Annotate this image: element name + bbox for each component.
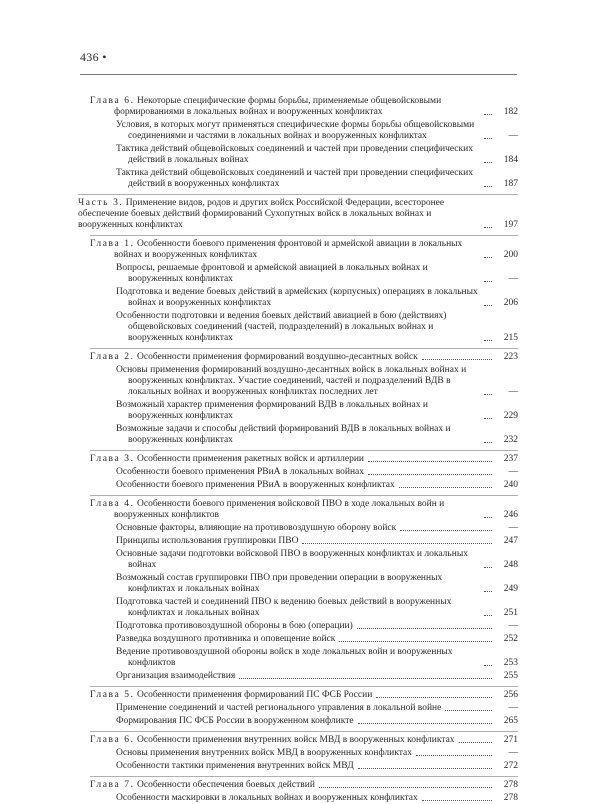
toc-chapter [90, 235, 518, 261]
dot-leader [358, 768, 492, 769]
toc-chapter [90, 731, 518, 746]
toc-entry-text: Особенности подготовки и ведения боевых действий авиацией в бою (действиях) общевойсковых соединений (частей, подразделений) в локальных войнах и вооруженных конфликтах [116, 311, 447, 343]
toc-page-number: — [508, 274, 518, 284]
toc-page-number: 240 [503, 480, 518, 490]
toc-entry-text: Ведение противовоздушной обороны войск в ходе локальных войн и вооруженных конфликтов [116, 647, 453, 668]
toc-subentry [78, 573, 518, 595]
page-number: 436 • [80, 50, 107, 64]
dot-leader [339, 641, 492, 642]
toc-entry-text: Подготовка и ведение боевых действий в армейских (корпусных) операциях в локальных войнах и вооруженных конфликтах [116, 287, 478, 308]
toc-subentry [78, 793, 518, 804]
toc-entry-title [116, 716, 354, 727]
toc-entry-text: Возможный характер применения формирований ВДВ в локальных войнах и вооруженных конфликтах [116, 400, 428, 421]
dot-leader [484, 442, 492, 443]
toc-entry-prefix: Глава 6. [90, 96, 135, 106]
toc-subentry [78, 597, 518, 619]
toc-entry-text: Принципы использования группировки ПВО [116, 536, 299, 546]
toc-entry-text: Особенности боевого применения РВиА в вооруженных конфликтах [116, 480, 395, 490]
toc-subentry [78, 671, 518, 682]
dot-leader [302, 543, 492, 544]
dot-leader [484, 114, 492, 115]
dot-leader [376, 697, 492, 698]
toc-entry-text: Основы применения формирований воздушно-десантных войск в локальных войнах и вооруженных конфликтах. Участие соединений, частей и подразделений ВДВ в локальных войнах и вооруженных конфликтах последних лет [116, 365, 467, 397]
toc-entry-title [116, 480, 395, 491]
toc-page-number: 232 [503, 435, 518, 445]
toc-entry-text: Основы применения внутренних войск МВД в вооруженных конфликтах [116, 748, 412, 758]
toc-page-number: — [508, 621, 518, 631]
toc-entry-prefix: Глава 6. [90, 735, 135, 745]
toc-subentry [78, 480, 518, 491]
toc-subentry [78, 168, 518, 190]
toc-entry-text: Подготовка частей и соединений ПВО к ведению боевых действий в вооруженных конфликтах и локальных войнах [116, 597, 452, 618]
toc-page-number: 187 [503, 179, 518, 189]
toc-entry-text: Особенности применения формирований воздушно-десантных войск [137, 352, 418, 362]
toc-entry-title [116, 761, 354, 772]
toc-page-number: — [508, 467, 518, 477]
dot-leader [399, 487, 492, 488]
toc-subentry [78, 424, 518, 446]
toc-entry-text: Особенности тактики применения внутренних войск МВД [116, 761, 354, 771]
toc-entry-text: Условия, в которых могут применяться специфические формы борьбы общевойсковыми соединениями и частями в локальных войнах и вооруженных конфликтах [116, 120, 475, 141]
toc-chapter [90, 348, 518, 363]
toc-entry-title [116, 621, 353, 632]
toc-page-number: 255 [503, 671, 518, 681]
toc-entry-text: Особенности применения внутренних войск МВД в вооруженных конфликтах [137, 735, 455, 745]
dot-leader [484, 281, 492, 282]
toc-entry-prefix: Глава 4. [90, 499, 135, 509]
toc-entry-title [116, 703, 442, 714]
toc-subentry [78, 536, 518, 547]
dot-leader [484, 665, 492, 666]
toc-entry-title [116, 573, 480, 595]
toc-page-number: — [508, 387, 518, 397]
toc-subentry [78, 400, 518, 422]
toc-entry-text: Тактика действий общевойсковых соединений и частей при проведении специфических действий в вооруженных конфликтах [116, 168, 473, 189]
toc-page-number: 251 [503, 608, 518, 618]
toc-entry-text: Тактика действий общевойсковых соединений и частей при проведении специфических действий в локальных войнах [116, 144, 473, 165]
toc-entry-text: Возможные задачи и способы действий формирований ВДВ в локальных войнах и вооруженных конфликтах [116, 424, 451, 445]
toc-entry-title [116, 549, 480, 571]
toc-entry-text: Особенности боевого применения РВиА в локальных войнах [116, 467, 364, 477]
toc-entry-title [90, 454, 365, 465]
toc-entry-text: Разведка воздушного противника и оповещение войск [116, 634, 336, 644]
toc-page-number: 206 [503, 298, 518, 308]
toc-page-number: 253 [503, 658, 518, 668]
toc-entry-title [116, 144, 480, 166]
toc-entry-text: Основные факторы, влияющие на противовоздушную оборону войск [116, 523, 397, 533]
dot-leader [484, 138, 492, 139]
toc-subentry [78, 761, 518, 772]
toc-subentry [78, 365, 518, 398]
toc-entry-title [116, 793, 418, 804]
toc-entry-text: Подготовка противовоздушной обороны в бою (операции) [116, 621, 353, 631]
toc-page-number: 184 [503, 155, 518, 165]
toc-page-number: 248 [503, 560, 518, 570]
dot-leader [484, 227, 492, 228]
toc-entry-text: Особенности маскировки в локальных войнах и вооруженных конфликтах [116, 793, 418, 803]
toc-entry-text: Применение соединений и частей регионального управления в локальной войне [116, 703, 442, 713]
toc-entry-text: Применение видов, родов и других войск Российской Федерации, всесторонее обеспечение боевых действий формирований Сухопутных войск в локальных войнах и вооруженных конфликтах [78, 198, 445, 230]
toc-page-number: — [508, 523, 518, 533]
dot-leader [484, 305, 492, 306]
toc-entry-title [116, 400, 480, 422]
toc-subentry [78, 120, 518, 142]
toc-entry-prefix: Глава 5. [90, 690, 135, 700]
toc-page-number: 247 [503, 536, 518, 546]
dot-leader [484, 418, 492, 419]
header-rule [80, 74, 517, 75]
toc-chapter [90, 776, 518, 791]
toc-subentry [78, 523, 518, 534]
dot-leader [484, 257, 492, 258]
toc-subentry [78, 647, 518, 669]
toc-entry-text: Основные задачи подготовки войсковой ПВО в вооруженных конфликтах и локальных войнах [116, 549, 468, 570]
toc-entry-text: Особенности применения формирований ПС ФСБ России [137, 690, 373, 700]
toc-subentry [78, 549, 518, 571]
toc-entry-title [116, 536, 299, 547]
toc-page-number: 197 [503, 220, 518, 230]
toc-subentry [78, 467, 518, 478]
toc-entry-title [116, 424, 480, 446]
dot-leader [484, 186, 492, 187]
toc-entry-title [78, 198, 480, 231]
dot-leader [484, 591, 492, 592]
toc-subentry [78, 311, 518, 344]
dot-leader [484, 567, 492, 568]
toc-page-number: 200 [503, 250, 518, 260]
dot-leader [484, 615, 492, 616]
dot-leader [416, 755, 492, 756]
toc-chapter [90, 495, 518, 521]
toc-entry-text: Особенности обеспечения боевых действий [137, 780, 315, 790]
toc-entry-title [116, 365, 480, 398]
dot-leader [368, 474, 492, 475]
toc-entry-text: Особенности боевого применения фронтовой и армейской авиации в локальных войнах и вооруженных конфликтах [114, 239, 463, 260]
toc-entry-title [116, 168, 480, 190]
toc-entry-title [90, 780, 315, 791]
toc-entry-prefix: Глава 3. [90, 454, 135, 464]
toc-entry-title [116, 287, 480, 309]
toc-entry-text: Организация взаимодействия [116, 671, 236, 681]
dot-leader [319, 787, 492, 788]
toc-entry-title [116, 263, 480, 285]
dot-leader [459, 742, 492, 743]
dot-leader [484, 340, 492, 341]
toc-chapter [90, 450, 518, 465]
toc-chapter [90, 686, 518, 701]
dot-leader [484, 394, 492, 395]
toc-page-number: 215 [503, 333, 518, 343]
toc-entry-prefix: Глава 2. [90, 352, 135, 362]
toc-page-number: — [508, 131, 518, 141]
toc-entry-title [90, 96, 480, 118]
toc-entry-prefix: Глава 1. [90, 239, 135, 249]
toc-entry-title [116, 647, 480, 669]
toc-entry-text: Особенности применения ракетных войск и артиллерии [137, 454, 365, 464]
toc-subentry [78, 716, 518, 727]
toc-page-number: 278 [503, 780, 518, 790]
toc-entry-title [90, 239, 480, 261]
toc-entry-title [116, 523, 397, 534]
toc-entry-title [116, 634, 336, 645]
toc-page-number: 246 [503, 510, 518, 520]
toc-entry-text: Некоторые специфические формы борьбы, применяемые общевойсковыми формированиями в локальных войнах и вооруженных конфликтах [114, 96, 442, 117]
toc-entry-title [116, 597, 480, 619]
dot-leader [422, 800, 492, 801]
toc-page-number: — [508, 748, 518, 758]
toc-entry-title [90, 690, 373, 701]
toc-entry-text: Возможный состав группировки ПВО при проведении операции в вооруженных конфликтах и локальных войнах [116, 573, 443, 594]
toc-subentry [78, 144, 518, 166]
toc-page-number: 249 [503, 584, 518, 594]
toc-entry-title [116, 311, 480, 344]
toc-entry-title [116, 120, 480, 142]
toc-subentry [78, 263, 518, 285]
toc-page-number: 237 [503, 454, 518, 464]
toc-entry-text: Особенности боевого применения войсковой ПВО в ходе локальных войн и вооруженных конфликтов [114, 499, 445, 520]
toc-page-number: 278 [503, 793, 518, 803]
toc-page-number: 182 [503, 107, 518, 117]
toc-page-number: — [508, 703, 518, 713]
toc-chapter [90, 96, 518, 118]
table-of-contents [78, 96, 518, 804]
dot-leader [368, 461, 492, 462]
dot-leader [484, 162, 492, 163]
dot-leader [239, 678, 492, 679]
toc-entry-text: Вопросы, решаемые фронтовой и армейской авиацией в локальных войнах и вооруженных конфликтах [116, 263, 428, 284]
dot-leader [400, 530, 492, 531]
toc-page-number: 265 [503, 716, 518, 726]
dot-leader [358, 723, 492, 724]
dot-leader [445, 710, 492, 711]
dot-leader [422, 359, 492, 360]
toc-entry-title [90, 735, 455, 746]
dot-leader [484, 517, 492, 518]
toc-entry-title [116, 671, 236, 682]
toc-entry-prefix: Глава 7. [90, 780, 135, 790]
toc-page-number: 272 [503, 761, 518, 771]
toc-entry-prefix: Часть 3. [78, 198, 124, 208]
toc-subentry [78, 634, 518, 645]
dot-leader [357, 628, 492, 629]
toc-page-number: 256 [503, 690, 518, 700]
toc-entry-title [90, 352, 418, 363]
toc-subentry [78, 287, 518, 309]
toc-subentry [78, 703, 518, 714]
toc-page-number: 252 [503, 634, 518, 644]
toc-page-number: 271 [503, 735, 518, 745]
toc-entry-title [116, 467, 364, 478]
toc-entry-title [90, 499, 480, 521]
toc-part [78, 194, 518, 231]
toc-page-number: 229 [503, 411, 518, 421]
toc-subentry [78, 621, 518, 632]
toc-entry-text: Формирования ПС ФСБ России в вооруженном конфликте [116, 716, 354, 726]
toc-page-number: 223 [503, 352, 518, 362]
